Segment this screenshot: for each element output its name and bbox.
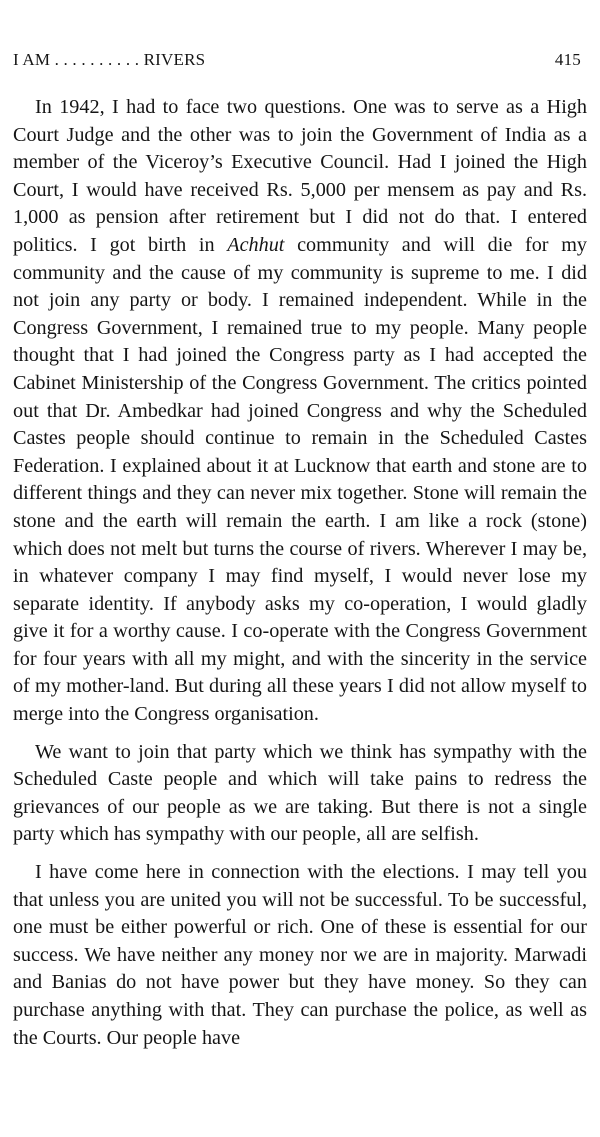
- body-text: [13, 94, 587, 1052]
- paragraph-text: community and will die for my community and the cause of my community is supreme to me. I did not join any party or body. I remained independent. While in the Congress Government, I remained true to my people. Many people thought that I had joined the Congress party as I had accepted the Cabinet Ministership of the Congress Government. The critics pointed out that Dr. Ambedkar had joined Congress and why the Scheduled Castes people should continue to remain in the Scheduled Castes Federation. I explained about it at Lucknow that earth and stone are to different things and they can never mix together. Stone will remain the stone and the earth will remain the earth. I am like a rock (stone) which does not melt but turns the course of rivers. Wherever I may be, in whatever company I may find myself, I would never lose my separate identity. If anybody asks my co-operation, I would gladly give it for a worthy cause. I co-operate with the Congress Government for four years with all my might, and with the sincerity in the service of my mother-land. But during all these years I did not allow myself to merge into the Congress organisation.: [13, 233, 587, 726]
- running-title: I AM . . . . . . . . . . RIVERS: [13, 50, 206, 69]
- paragraph: [13, 94, 587, 729]
- paragraph-text: In 1942, I had to face two questions. One was to serve as a High Court Judge and the other was to join the Government of India as a member of the Viceroy’s Executive Council. Had I joined the High Court, I would have received Rs. 5,000 per mensem as pay and Rs. 1,000 as pension after retirement but I did not do that. I entered politics. I got birth in: [13, 96, 587, 256]
- running-header: [13, 50, 587, 76]
- paragraph: I have come here in connection with the elections. I may tell you that unless you are united you will not be successful. To be successful, one must be either powerful or rich. One of these is essential for our success. We have neither any money nor we are in majority. Marwadi and Banias do not have power but they have money. So they can purchase anything with that. They can purchase the police, as well as the Courts. Our people have: [13, 861, 587, 1049]
- paragraph: We want to join that party which we think has sympathy with the Scheduled Caste people and which will take pains to redress the grievances of our people as we are taking. But there is not a single party which has sympathy with our people, all are selfish.: [13, 740, 587, 846]
- page-number: 415: [554, 50, 581, 69]
- italic-term: Achhut: [227, 233, 285, 256]
